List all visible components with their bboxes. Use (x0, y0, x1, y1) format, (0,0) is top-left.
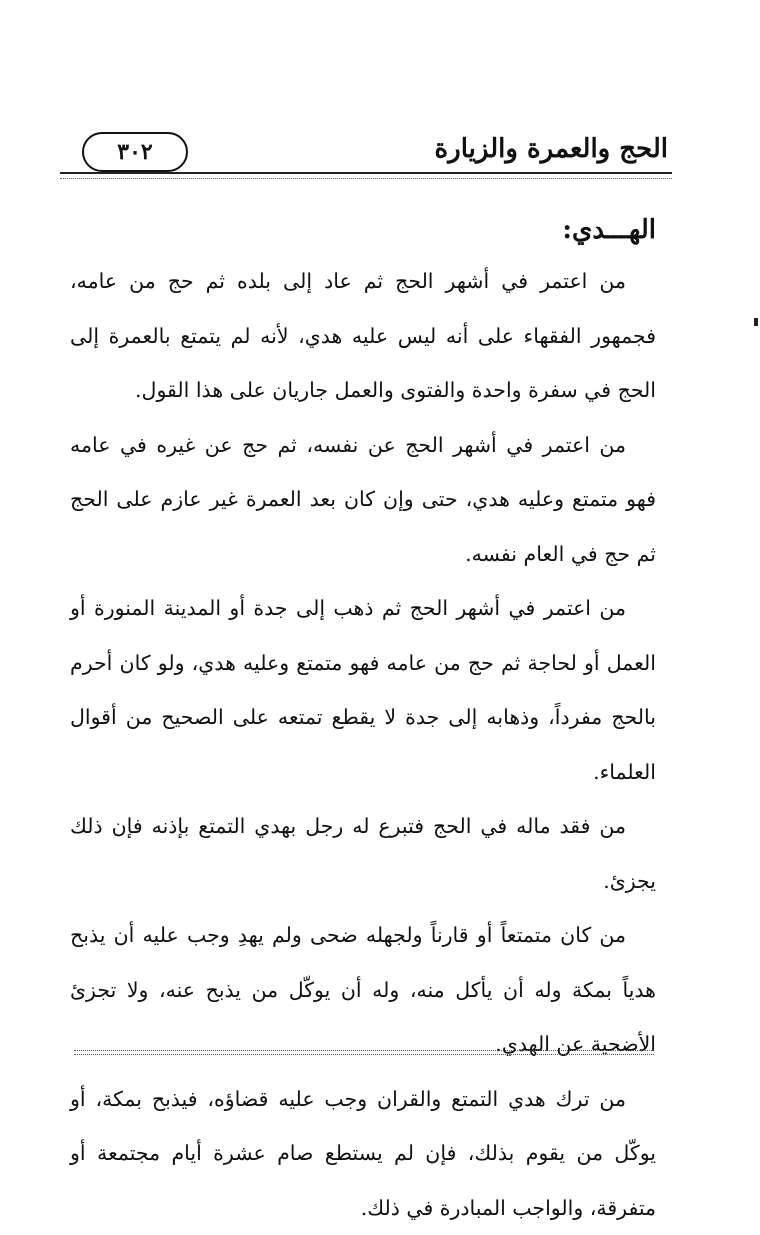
paragraph-6: من ترك هدي التمتع والقران وجب عليه قضاؤه، فيذبح بمكة، أو يوكّل من يقوم بذلك، فإن لم يستطع صام عشرة أيام مجتمعة أو متفرقة، والواجب المبادرة في ذلك. (70, 1072, 656, 1235)
page-number: ٣٠٢ (82, 132, 188, 172)
page-body (70, 210, 656, 1235)
footer-divider (74, 1050, 654, 1055)
book-title: الحج والعمرة والزيارة (435, 134, 668, 164)
paragraph-2: من اعتمر في أشهر الحج عن نفسه، ثم حج عن غيره في عامه فهو متمتع وعليه هدي، حتى وإن كان بعد العمرة غير عازم على الحج ثم حج في العام نفسه. (70, 418, 656, 582)
paragraph-5: من كان متمتعاً أو قارناً ولجهله ضحى ولم يهدِ وجب عليه أن يذبح هدياً بمكة وله أن يأكل منه، وله أن يوكّل من يذبح عنه، ولا تجزئ الأضحية عن الهدي. (70, 908, 656, 1072)
margin-mark (754, 318, 758, 326)
page-header (60, 128, 672, 178)
section-title: الهـــدي: (70, 210, 656, 250)
paragraph-4: من فقد ماله في الحج فتبرع له رجل بهدي التمتع بإذنه فإن ذلك يجزئ. (70, 799, 656, 908)
header-divider (60, 172, 672, 179)
paragraph-3: من اعتمر في أشهر الحج ثم ذهب إلى جدة أو المدينة المنورة أو العمل أو لحاجة ثم حج من عامه فهو متمتع وعليه هدي، ولو كان أحرم بالحج مفرداً، وذهابه إلى جدة لا يقطع تمتعه على الصحيح من أقوال العلماء. (70, 581, 656, 799)
paragraph-1: من اعتمر في أشهر الحج ثم عاد إلى بلده ثم حج من عامه، فجمهور الفقهاء على أنه ليس عليه هدي، لأنه لم يتمتع بالعمرة إلى الحج في سفرة واحدة والفتوى والعمل جاريان على هذا القول. (70, 254, 656, 418)
